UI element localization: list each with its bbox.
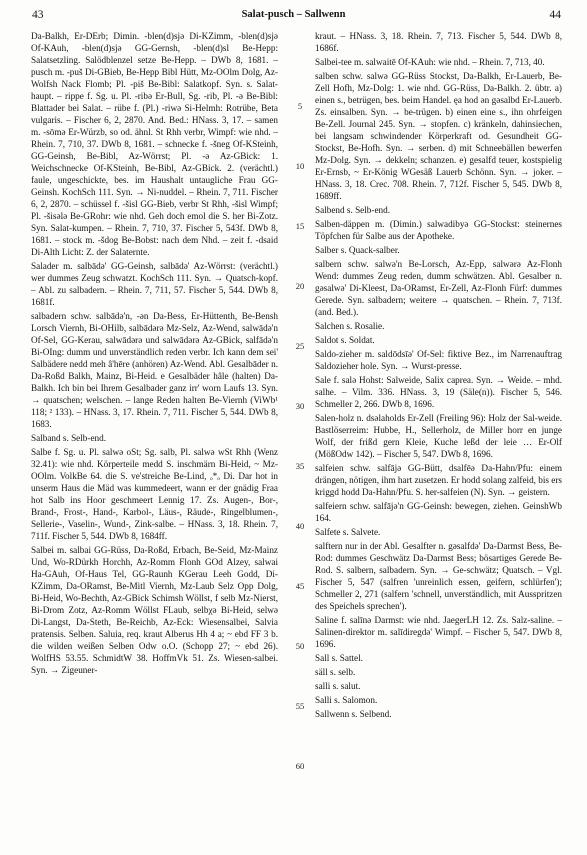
line-number: 15 [295,221,305,231]
line-number: 20 [295,281,305,291]
dictionary-entry: Salber s. Quack-salber. [315,245,400,255]
line-number: 50 [295,641,305,651]
line-number: 45 [295,581,305,591]
dictionary-entry: Sallwenn s. Selbend. [315,709,392,719]
line-number: 55 [295,701,305,711]
line-number: 40 [295,521,305,531]
page-number-right: 44 [549,9,561,21]
dictionary-entry: salfeien schw. salfājə GG-Bütt, dsalfēə Da-Hahn/Pfu: einem drängen, nötigen, ihm hart zusetzen. Er hodd solang zalfeid, bis ers kriggd hodd Da-Hahn/Pfu. S. her-salfeien (N). Syn. → geistern. [315,463,562,497]
dictionary-entry: Salen-holz n. dsəlaholds Er-Zell (Freiling 96): Holz der Sal-weide. Bastlöserreim: Hubbe, H., Sellerholz, de Miller horr en junge Wolf, der frißd gern Kleie, Kuche leßd der leie … Er-Olf (MößOdw 142). – Fischer 5, 547. DWb 8, 1696. [315,413,562,459]
dictionary-entry: Salbei m. salbai GG-Rüss, Da-Roßd, Erbach, Be-Seid, Mz-Mainz Und, Wo-RDürkh Horchh, Az-Romm Flonh GOd Alzey, salwai Ha-GAuh, Of-Haus Tel, GG-Raunh KGerau Leeh Godd, Di-KZimm, Da-ORamst, Be-Mitl Viernh, Mz-Laub Selz Opp Dolg, Bi-Heid, Wo-Bechth, Az-GBick Schimsh Wöllst, f selb Mz-Nierst, Bi-Drom Zotz, Az-Romm Wöllst FLaub, selbχə Bi-Heid, selwə Di-Langst, Da-Steth, Be-Reichb, Az-Eck: Wiesensalbei, Salvia pratensis. Selben. Saluia, req. kraut Alberus Hh 4 a; ~ ebd FF 3 b. die wilden weißen Selben Odw o.O. (Schopp 27; ~ ebd 26). WolfHS 53.55. SchmidtW 38. HoffmVk 51. Zs. Wiesen-salbei. Syn. → Zigeuner- [31,545,278,675]
dictionary-entry: Salbei-tee m. salwaitē Of-KAuh: wie nhd. – Rhein. 7, 713, 40. [315,57,545,67]
left-column [31,30,278,845]
dictionary-entry: säll s. selb. [315,667,356,677]
dictionary-entry: Salader m. salbādə' GG-Geinsh, salbādə' Az-Wörrst: (verächtl.) wer dummes Zeug schwatzt. KochSch 111. Syn. → Quatsch-kopf. – Abl. zu salbadern. – Rhein. 7, 711, 57. Fischer 5, 544. DWb 8, 1681f. [31,261,278,307]
line-number: 30 [295,401,305,411]
right-column [315,30,562,845]
dictionary-entry: Salli s. Salomon. [315,695,378,705]
running-title: Salat-pusch – Sallwenn [241,9,346,20]
dictionary-entry: kraut. – HNass. 3, 18. Rhein. 7, 713. Fischer 5, 544. DWb 8, 1686f. [315,31,562,53]
dictionary-entry: Salchen s. Rosalie. [315,321,385,331]
line-number: 35 [295,461,305,471]
dictionary-entry: Sall s. Sattel. [315,653,363,663]
dictionary-entry: Salband s. Selb-end. [31,433,107,443]
dictionary-entry: salbern schw. salwə'n Be-Lorsch, Az-Epp, salwərə Az-Flonh Wend: dummes Zeug reden, dumm schwätzen. Abl. Gesalber n. gəsalwə' Di-Kleest, Da-ORamst, Er-Zell, Az-Flonh Fürf: dummes Gerede. Syn. salbadern; weitere → quatschen. – Rhein. 7, 713f. (and. Bed.). [315,259,562,317]
dictionary-entry: salfeiern schw. salfājə'n GG-Geinsh: bewegen, ziehen. GeinshWb 164. [315,501,562,523]
line-number: 5 [297,101,303,111]
dictionary-entry: salftern nur in der Abl. Gesalfter n. gəsalfdə' Da-Darmst Bess, Be-Rod: dummes Geschwätz Da-Darmst Bess; bösartiges Gerede Be-Rod. S. salbern, salbadern. Syn. → Ge-schwätz; Quatsch. – Vgl. Fischer 5, 547 (salfren 'unreinlich essen, geifern, schlürfen'); Schmeller 2, 271 (salfern 'schnell, unverständlich, mit Ausspritzen des Speichels sprechen'). [315,541,562,611]
dictionary-entry: Sale f. salə Hohst: Salweide, Salix caprea. Syn. → Weide. – mhd. salhe. – Vilm. 336. HNass. 3, 19 (Säle(n)). Fischer 5, 546. Schmeller 2, 266. DWb 8, 1696. [315,375,562,409]
dictionary-entry: Salben-däppen m. (Dimin.) salwadibyə GG-Stockst: steinernes Töpfchen für Salbe aus der Apotheke. [315,219,562,241]
dictionary-entry: Da-Balkh, Er-DErb; Dimin. -blen(d)sjə Di-KZimm, -blen(d)sjə Of-KAuh, -blen(d)sjə GG-Gernsh, -blen(d)sl Be-Hepp: Salatsetzling. Salödblenzel setze Be-Hepp. – DWb 8, 1681. – pusch m. -puš Di-GBieb, Be-Hepp Bibl Hütt, Mz-OOlm Dolg, Az-Wolfsh Nack Flomb; Pl. -piš Be-Bibl: Salatkopf. Syn. s. Salat-haupt. – rippe f. Sg. u. Pl. -ribə Er-Bull, Sg. -rib, Pl. -ə Be-Bibl: Blattader bei Salat. – rübe f. (Pl.) -riwə Si-Helmh: Rotrübe, Beta vulgaris. – Fischer 6, 2, 2870. And. Bed.: HNass. 3, 17. – samen m. -sōmə Er-Würzb, so od. ähnl. St Rhh verbr, Wimpf: wie nhd. – Rhein. 7, 710, 37. DWb 8, 1681. – schnecke f. -šneg Of-KSteinh, GG-Geinsh, Be-Bibl, Az-Wörrst; Pl. -ə Az-GBick: 1. Weichschnecke Of-KSteinh, Be-Bibl, Az-GBick. 2. (verächtl.) faule, ungeschickte, bes. im Haushalt untaugliche Frau GG-Geinsh. KochSch 111. Syn. → Ni-nuddel. – Rhein. 7, 711. Fischer 6, 2, 2870. – schüssel f. -šisl GG-Bieb, verbr St Rhh, -šisl Wimpf; Pl. -šisələ Be-GRohr: wie nhd. Geh doch emol die S. her Bi-Zotz. Syn. Salat-kumpen. – Rhein. 7, 710, 37. Fischer 5, 543f. DWb 8, 1681. – stock m. -šdog Be-Bobst: nach dem Nhd. – zeit f. -dsaid Di-Alth Licht: Z. der Salaternte. [31,31,278,257]
dictionary-entry: salbadern schw. salbādə'n, -ən Da-Bess, Er-Hüttenth, Be-Bensh Lorsch Viernh, Bi-OHilb, salbādərə Mz-Selz, Az-Wend, salwādə'n Of-Sel, GG-Kerau, salwādərə und salwādərə Az-GBick, salfādə'n Bi-OIng: dumm und unverständlich reden verbr. Ich kann dem sei' Salbädere nedd meh â'hēre (anhören) Az-Wend. Abl. Gesalbāder n. Da-Roßd Balkh, Mainz, Bi-Heid. e Gesalbäder hâle (halten) Da-Balkh. Ich bin bei Ihrem Gesalbader ganz irr' worn Laufs 13. Syn. → quatschen; welschen. – lange Reden halten Be-Viernh (ViWb¹ 118; ² 133). – HNass. 3, 17. Rhein. 7, 711. Fischer 5, 544. DWb 8, 1683. [31,311,278,429]
dictionary-entry: Saldot s. Soldat. [315,335,375,345]
dictionary-entry: Salbend s. Selb-end. [315,205,391,215]
page-number-left: 43 [32,9,44,21]
line-number: 25 [295,341,305,351]
dictionary-entry: Salbe f. Sg. u. Pl. salwə oSt; Sg. salb, Pl. salwə wSt Rhh (Wenz 32.41): wie nhd. Körperteile medd S. inschmärn Bi-Heid, ~ Mz-OOlm. VolkBe 64. die S. ve'streiche Be-Lind, ₒ*ₒ Di. Dar hot in unserm Haus die Mäd was kummedeert, wann er der gnädig Fraa hot Salb ins Hoor geschmeert Lennig 17. Zs. Augen-, Bor-, Brand-, Frost-, Hand-, Karbol-, Läus-, Räude-, Ringelblumen-, Sellerie-, Vaselin-, Wund-, Zink-salbe. – HNass. 3, 18. Rhein. 7, 711f. Fischer 5, 544. DWb 8, 1684ff. [31,447,278,541]
dictionary-entry: Saldo-zieher m. saldōdsīə' Of-Sel: fiktive Bez., im Narrenauftrag Saldozieher hole. Syn. → Wurst-presse. [315,349,562,371]
dictionary-entry: salli s. salut. [315,681,361,691]
line-number: 60 [295,761,305,771]
dictionary-entry: Saline f. salīnə Darmst: wie nhd. JaegerLH 12. Zs. Salz-saline. – Salinen-direktor m. salīdiregdə' Wimpf. – Fischer 5, 547. DWb 8, 1696. [315,615,562,649]
dictionary-entry: salben schw. salwə GG-Rüss Stockst, Da-Balkh, Er-Lauerb, Be-Zell Hofh, Mz-Dolg: 1. wie nhd. GG-Rüss, Da-Balkh. 2. übtr. a) einen s., betrügen, bes. beim Handel. ęa hod ən gəsalbd Er-Lauerb. Zs. einsalben. Syn. → be-trügen. b) einen eine s., ihn ohrfeigen Be-Zell. Journal 245. Syn. → stopfen. c) kränkeln, dahinsiechen, bei langsam schwindender Körperkraft od. Gesundheit GG-Stockst, Be-Hofh. Syn. → serben. d) mit Schneebällen bewerfen Mz-Dolg. Syn. → dekkeln; schanzen. e) gesalfd teuer, kostspielig Er-Ernsb, ~ Er-König WGesäß Lauerb Schönn. Syn. → joker. – HNass. 3, 18. Crec. 708. Rhein. 7, 712f. Fischer 5, 545. DWb 8, 1689ff. [315,71,562,201]
line-number: 10 [295,161,305,171]
dictionary-entry: Salfete s. Salvete. [315,527,381,537]
